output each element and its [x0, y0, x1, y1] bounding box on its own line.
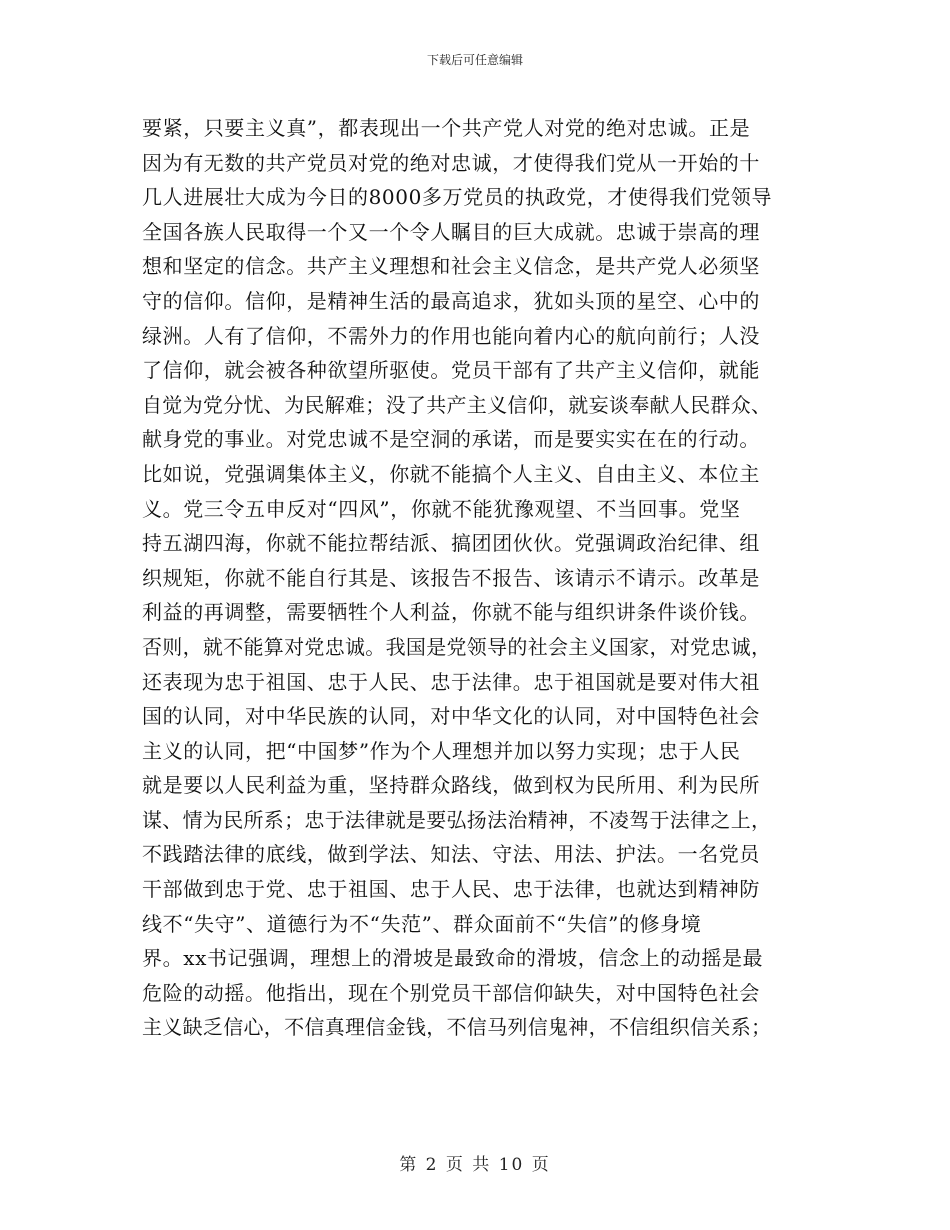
text-line: 干部做到忠于党、忠于祖国、忠于人民、忠于法律，也就达到精神防: [142, 877, 760, 902]
text-line: 不践踏法律的底线，做到学法、知法、守法、用法、护法。一名党员: [142, 842, 760, 867]
text-line: 持五湖四海，你就不能拉帮结派、搞团团伙伙。党强调政治纪律、组: [142, 531, 760, 556]
text-line: 否则，就不能算对党忠诚。我国是党领导的社会主义国家，对党忠诚，: [142, 634, 772, 659]
text-line: 比如说，党强调集体主义，你就不能搞个人主义、自由主义、本位主: [142, 461, 760, 486]
text-line: 线不“失守”、道德行为不“失范”、群众面前不“失信”的修身境: [142, 911, 702, 936]
text-line: 献身党的事业。对党忠诚不是空洞的承诺，而是要实实在在的行动。: [142, 427, 760, 452]
text-line: 利益的再调整，需要牺牲个人利益，你就不能与组织讲条件谈价钱。: [142, 600, 760, 625]
text-line: 谋、情为民所系；忠于法律就是要弘扬法治精神，不凌驾于法律之上，: [142, 807, 772, 832]
text-line: 想和坚定的信念。共产主义理想和社会主义信念，是共产党人必须坚: [142, 254, 760, 279]
text-line: 因为有无数的共产党员对党的绝对忠诚，才使得我们党从一开始的十: [142, 150, 760, 175]
text-line: 义。党三令五申反对“四风”，你就不能犹豫观望、不当回事。党坚: [142, 496, 741, 521]
text-line: 全国各族人民取得一个又一个令人瞩目的巨大成就。忠诚于崇高的理: [142, 219, 760, 244]
text-line: 守的信仰。信仰，是精神生活的最高追求，犹如头顶的星空、心中的: [142, 288, 760, 313]
text-line: 要紧，只要主义真”，都表现出一个共产党人对党的绝对忠诚。正是: [142, 116, 751, 140]
text-line: 危险的动摇。他指出，现在个别党员干部信仰缺失，对中国特色社会: [142, 980, 760, 1005]
text-line: 了信仰，就会被各种欲望所驱使。党员干部有了共产主义信仰，就能: [142, 358, 760, 383]
text-line: 主义缺乏信心，不信真理信金钱，不信马列信鬼神，不信组织信关系；: [142, 1015, 772, 1040]
text-line: 界。xx书记强调，理想上的滑坡是最致命的滑坡，信念上的动摇是最: [142, 946, 764, 971]
text-line: 织规矩，你就不能自行其是、该报告不报告、该请示不请示。改革是: [142, 565, 760, 590]
page-number-footer: 第 2 页 共 10 页: [399, 1155, 551, 1175]
page-header: 下载后可任意编辑: [426, 53, 523, 67]
text-line: 就是要以人民利益为重，坚持群众路线，做到权为民所用、利为民所: [142, 773, 760, 798]
text-line: 国的认同，对中华民族的认同，对中华文化的认同，对中国特色社会: [142, 704, 760, 729]
text-line: 主义的认同，把“中国梦”作为个人理想并加以努力实现；忠于人民: [142, 738, 741, 763]
text-line: 绿洲。人有了信仰，不需外力的作用也能向着内心的航向前行；人没: [142, 323, 760, 348]
text-line: 自觉为党分忧、为民解难；没了共产主义信仰，就妄谈奉献人民群众、: [142, 392, 772, 417]
text-line: 还表现为忠于祖国、忠于人民、忠于法律。忠于祖国就是要对伟大祖: [142, 669, 760, 694]
document-body: [142, 111, 812, 1045]
text-line: 几人进展壮大成为今日的8000多万党员的执政党，才使得我们党领导: [142, 185, 773, 210]
